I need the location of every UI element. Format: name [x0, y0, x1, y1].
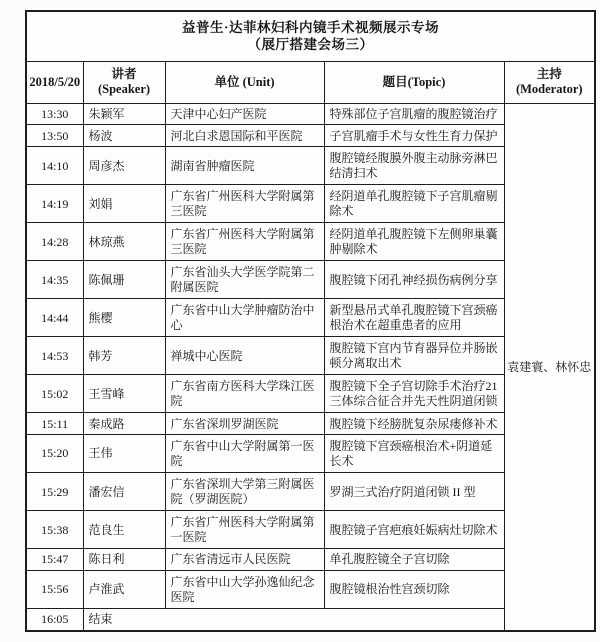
col-header-moderator — [504, 62, 595, 104]
topic-cell: 子宫肌瘤手术与女性生育力保护 — [324, 125, 504, 147]
unit-cell: 广东省中山大学附属第一医院 — [165, 435, 324, 473]
event-subtitle: （展厅搭建会场三） — [247, 37, 374, 52]
speaker-cell: 范良生 — [83, 511, 165, 549]
time-cell: 13:30 — [26, 103, 83, 125]
unit-cell: 广东省清远市人民医院 — [165, 549, 324, 571]
col-header-speaker — [83, 62, 165, 104]
speaker-cell: 熊樱 — [83, 299, 165, 337]
col-header-topic: 题目(Topic) — [324, 62, 504, 104]
speaker-cell: 秦成路 — [83, 413, 165, 435]
unit-cell: 广东省汕头大学医学院第二附属医院 — [165, 261, 324, 299]
topic-cell: 腹腔镜下宫内节育器异位并肠嵌顿分离取出术 — [324, 337, 504, 375]
topic-cell: 腹腔镜子宫疤痕妊娠病灶切除术 — [324, 511, 504, 549]
col-header-moderator-cn: 主持 — [536, 67, 562, 82]
speaker-cell: 林琼燕 — [83, 223, 165, 261]
topic-cell: 新型悬吊式单孔腹腔镜下宫颈癌根治术在超重患者的应用 — [324, 299, 504, 337]
speaker-cell: 杨波 — [83, 125, 165, 147]
unit-cell: 河北白求恩国际和平医院 — [165, 125, 324, 147]
unit-cell: 广东省深圳罗湖医院 — [165, 413, 324, 435]
speaker-cell: 潘宏信 — [83, 473, 165, 511]
time-cell: 15:29 — [26, 473, 83, 511]
time-cell: 15:20 — [26, 435, 83, 473]
speaker-cell: 卢淮武 — [83, 571, 165, 609]
unit-cell: 广东省广州医科大学附属第三医院 — [165, 185, 324, 223]
time-cell: 14:19 — [26, 185, 83, 223]
speaker-cell: 韩芳 — [83, 337, 165, 375]
end-time-cell: 16:05 — [26, 609, 83, 631]
topic-cell: 经阴道单孔腹腔镜下子宫肌瘤剔除术 — [324, 185, 504, 223]
unit-cell: 广东省中山大学肿瘤防治中心 — [165, 299, 324, 337]
topic-cell: 腹腔镜下闭孔神经损伤病例分享 — [324, 261, 504, 299]
title-cell — [26, 11, 595, 62]
schedule-body — [26, 11, 595, 631]
time-cell: 13:50 — [26, 125, 83, 147]
time-cell: 15:47 — [26, 549, 83, 571]
unit-cell: 广东省南方医科大学珠江医院 — [165, 375, 324, 413]
topic-cell: 罗湖三式治疗阴道闭锁 II 型 — [324, 473, 504, 511]
topic-cell: 腹腔镜下宫颈癌根治术+阴道延长术 — [324, 435, 504, 473]
topic-cell: 腹腔镜根治性宫颈切除 — [324, 571, 504, 609]
schedule-table — [25, 10, 596, 632]
speaker-cell: 王伟 — [83, 435, 165, 473]
moderator-cell: 袁建寰、林怀忠 — [504, 103, 595, 631]
col-header-date: 2018/5/20 — [26, 62, 83, 104]
time-cell: 15:02 — [26, 375, 83, 413]
speaker-cell: 王雪峰 — [83, 375, 165, 413]
unit-cell: 广东省广州医科大学附属第三医院 — [165, 223, 324, 261]
col-header-speaker-en: (Speaker) — [97, 82, 151, 97]
col-header-unit: 单位 (Unit) — [165, 62, 324, 104]
time-cell: 14:28 — [26, 223, 83, 261]
speaker-cell: 周彦杰 — [83, 147, 165, 185]
speaker-cell: 刘娟 — [83, 185, 165, 223]
col-header-moderator-en: (Moderator) — [515, 82, 583, 97]
unit-cell: 广东省中山大学孙逸仙纪念医院 — [165, 571, 324, 609]
topic-cell: 腹腔镜下全子宫切除手术治疗21 三体综合征合并先天性阴道闭锁 — [324, 375, 504, 413]
time-cell: 14:44 — [26, 299, 83, 337]
topic-cell: 特殊部位子宫肌瘤的腹腔镜治疗 — [324, 103, 504, 125]
speaker-cell: 朱颖军 — [83, 103, 165, 125]
topic-cell: 经阴道单孔腹腔镜下左侧卵巢囊肿剔除术 — [324, 223, 504, 261]
unit-cell: 湖南省肿瘤医院 — [165, 147, 324, 185]
time-cell: 15:38 — [26, 511, 83, 549]
time-cell: 14:53 — [26, 337, 83, 375]
time-cell: 15:56 — [26, 571, 83, 609]
title-row — [26, 11, 595, 62]
header-row — [26, 62, 595, 104]
unit-cell: 广东省深圳大学第三附属医院（罗湖医院） — [165, 473, 324, 511]
time-cell: 15:11 — [26, 413, 83, 435]
speaker-cell: 陈佩珊 — [83, 261, 165, 299]
topic-cell: 单孔腹腔镜全子宫切除 — [324, 549, 504, 571]
table-row — [26, 103, 595, 125]
speaker-cell: 陈日利 — [83, 549, 165, 571]
time-cell: 14:35 — [26, 261, 83, 299]
topic-cell: 腹腔镜经腹膜外腹主动脉旁淋巴结清扫术 — [324, 147, 504, 185]
topic-cell: 腹腔镜下经膀胱复杂尿瘘修补术 — [324, 413, 504, 435]
unit-cell: 广东省广州医科大学附属第一医院 — [165, 511, 324, 549]
end-label-cell: 结束 — [83, 609, 504, 631]
col-header-speaker-cn: 讲者 — [111, 67, 137, 82]
unit-cell: 禅城中心医院 — [165, 337, 324, 375]
time-cell: 14:10 — [26, 147, 83, 185]
event-title: 益普生·达菲林妇科内镜手术视频展示专场 — [182, 19, 440, 35]
unit-cell: 天津中心妇产医院 — [165, 103, 324, 125]
